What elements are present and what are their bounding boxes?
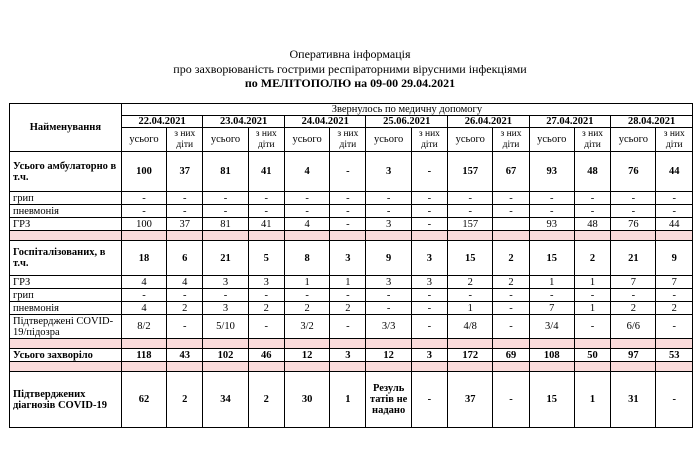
separator-cell — [611, 362, 656, 372]
table-row — [10, 289, 693, 302]
table-cell: 81 — [203, 218, 248, 231]
table-cell: - — [411, 218, 447, 231]
table-cell: 3 — [366, 276, 411, 289]
separator-cell — [411, 231, 447, 241]
report-heading — [0, 0, 700, 91]
row-label: Підтверджених діагнозів COVID-19 — [10, 372, 122, 428]
table-cell: 41 — [248, 218, 284, 231]
separator-cell — [121, 362, 166, 372]
table-cell: - — [366, 192, 411, 205]
separator-cell — [611, 339, 656, 349]
table-cell: - — [611, 192, 656, 205]
table-cell: 1 — [448, 302, 493, 315]
table-cell: 21 — [611, 241, 656, 276]
subheader-children: з них діти — [411, 128, 447, 152]
table-cell: 46 — [248, 349, 284, 362]
table-cell: 93 — [529, 218, 574, 231]
row-label: ГРЗ — [10, 218, 122, 231]
table-cell: - — [167, 315, 203, 339]
table-cell: - — [121, 289, 166, 302]
table-row — [10, 349, 693, 362]
separator-row — [10, 231, 693, 241]
table-cell: 21 — [203, 241, 248, 276]
table-cell: - — [203, 192, 248, 205]
table-cell: 76 — [611, 218, 656, 231]
table-cell: 48 — [574, 152, 610, 192]
table-cell: 1 — [574, 302, 610, 315]
separator-cell — [574, 362, 610, 372]
separator-cell — [529, 339, 574, 349]
table-cell: 43 — [167, 349, 203, 362]
table-cell: - — [330, 192, 366, 205]
subheader-children: з них діти — [656, 128, 693, 152]
separator-cell — [366, 362, 411, 372]
table-cell: - — [493, 289, 529, 302]
table-cell: 4 — [284, 152, 329, 192]
table-cell: - — [411, 192, 447, 205]
table-cell: 53 — [656, 349, 693, 362]
table-cell: - — [121, 205, 166, 218]
table-cell: 48 — [574, 218, 610, 231]
table-cell: 2 — [448, 276, 493, 289]
table-cell: 1 — [529, 276, 574, 289]
table-cell: 3 — [203, 302, 248, 315]
table-cell: 108 — [529, 349, 574, 362]
separator-cell — [656, 339, 693, 349]
table-cell: 2 — [330, 302, 366, 315]
table-cell: - — [656, 192, 693, 205]
table-cell: 3 — [330, 241, 366, 276]
table-cell: - — [411, 205, 447, 218]
table-cell: 2 — [167, 372, 203, 428]
table-cell: - — [574, 289, 610, 302]
table-cell: 3 — [366, 218, 411, 231]
table-cell: 3/2 — [284, 315, 329, 339]
separator-cell — [167, 362, 203, 372]
table-cell: - — [529, 192, 574, 205]
table-cell: 31 — [611, 372, 656, 428]
separator-cell — [574, 231, 610, 241]
table-cell: 100 — [121, 218, 166, 231]
subheader-children: з них діти — [493, 128, 529, 152]
separator-cell — [529, 231, 574, 241]
table-cell: 3/4 — [529, 315, 574, 339]
table-cell: - — [493, 205, 529, 218]
table-cell: 1 — [284, 276, 329, 289]
row-label: грип — [10, 289, 122, 302]
incidence-table — [9, 103, 693, 428]
subheader-children: з них діти — [167, 128, 203, 152]
table-cell: - — [493, 315, 529, 339]
table-cell: - — [656, 205, 693, 218]
separator-cell — [366, 231, 411, 241]
table-cell: - — [448, 205, 493, 218]
separator-row — [10, 339, 693, 349]
separator-cell — [10, 339, 122, 349]
table-cell: 172 — [448, 349, 493, 362]
row-label: грип — [10, 192, 122, 205]
table-cell: - — [248, 192, 284, 205]
separator-cell — [248, 231, 284, 241]
table-cell: - — [167, 205, 203, 218]
table-cell: 41 — [248, 152, 284, 192]
table-cell: - — [330, 289, 366, 302]
table-cell: 12 — [366, 349, 411, 362]
row-label: Усього амбулаторно в т.ч. — [10, 152, 122, 192]
table-cell: 4 — [121, 302, 166, 315]
date-header: 25.06.2021 — [366, 116, 448, 128]
subheader-total: усього — [284, 128, 329, 152]
table-cell: 34 — [203, 372, 248, 428]
separator-cell — [493, 339, 529, 349]
table-cell: - — [574, 192, 610, 205]
table-cell: - — [366, 289, 411, 302]
separator-cell — [330, 231, 366, 241]
table-cell: - — [248, 315, 284, 339]
table-cell: 6 — [167, 241, 203, 276]
separator-cell — [203, 339, 248, 349]
table-cell: 102 — [203, 349, 248, 362]
table-cell: - — [611, 289, 656, 302]
separator-cell — [448, 339, 493, 349]
table-cell: - — [656, 289, 693, 302]
table-cell: 2 — [656, 302, 693, 315]
subheader-total: усього — [529, 128, 574, 152]
table-cell: 9 — [366, 241, 411, 276]
table-cell: 7 — [656, 276, 693, 289]
table-cell: 3 — [203, 276, 248, 289]
table-cell: - — [167, 192, 203, 205]
table-cell: 15 — [529, 372, 574, 428]
table-row — [10, 276, 693, 289]
table-cell: - — [611, 205, 656, 218]
table-cell: - — [656, 372, 693, 428]
table-cell: 2 — [611, 302, 656, 315]
table-cell: 2 — [493, 241, 529, 276]
table-cell: 2 — [493, 276, 529, 289]
table-cell: 4 — [121, 276, 166, 289]
table-cell: 30 — [284, 372, 329, 428]
table-cell: - — [493, 192, 529, 205]
table-cell: 4/8 — [448, 315, 493, 339]
row-label: Госпіталізованих, в т.ч. — [10, 241, 122, 276]
table-cell: 7 — [529, 302, 574, 315]
date-header: 24.04.2021 — [284, 116, 366, 128]
table-cell: - — [448, 289, 493, 302]
separator-cell — [284, 231, 329, 241]
row-label: ГРЗ — [10, 276, 122, 289]
table-cell: 100 — [121, 152, 166, 192]
separator-cell — [411, 339, 447, 349]
date-header: 27.04.2021 — [529, 116, 611, 128]
table-cell: - — [411, 372, 447, 428]
table-cell: 15 — [529, 241, 574, 276]
table-cell: - — [366, 302, 411, 315]
table-cell: - — [656, 315, 693, 339]
separator-cell — [284, 339, 329, 349]
table-cell: 62 — [121, 372, 166, 428]
separator-cell — [529, 362, 574, 372]
table-cell: 2 — [248, 372, 284, 428]
table-cell: - — [411, 315, 447, 339]
separator-cell — [330, 362, 366, 372]
table-cell: 118 — [121, 349, 166, 362]
table-cell: 37 — [448, 372, 493, 428]
table-cell: 4 — [167, 276, 203, 289]
table-cell: Резуль татів не надано — [366, 372, 411, 428]
table-cell: - — [248, 289, 284, 302]
row-label: пневмонія — [10, 302, 122, 315]
table-cell: 2 — [167, 302, 203, 315]
table-cell: - — [366, 205, 411, 218]
table-cell: 12 — [284, 349, 329, 362]
separator-cell — [10, 231, 122, 241]
table-cell: - — [121, 192, 166, 205]
table-cell: 50 — [574, 349, 610, 362]
table-cell: - — [493, 302, 529, 315]
subheader-children: з них діти — [574, 128, 610, 152]
separator-cell — [448, 231, 493, 241]
table-cell — [493, 218, 529, 231]
table-row — [10, 218, 693, 231]
name-column-header: Найменування — [10, 104, 122, 152]
table-cell: - — [284, 192, 329, 205]
table-cell: 18 — [121, 241, 166, 276]
table-cell: - — [330, 152, 366, 192]
separator-cell — [121, 231, 166, 241]
separator-cell — [203, 231, 248, 241]
date-header: 26.04.2021 — [448, 116, 530, 128]
separator-cell — [366, 339, 411, 349]
table-cell: 6/6 — [611, 315, 656, 339]
table-cell: 93 — [529, 152, 574, 192]
table-cell: 3 — [411, 241, 447, 276]
report-subtitle: про захворюваність гострими респіраторними вірусними інфекціями — [173, 61, 527, 76]
table-cell: 81 — [203, 152, 248, 192]
separator-cell — [656, 231, 693, 241]
subheader-total: усього — [366, 128, 411, 152]
row-label: Усього захворіло — [10, 349, 122, 362]
table-cell: 1 — [330, 372, 366, 428]
table-cell: - — [529, 289, 574, 302]
separator-cell — [611, 231, 656, 241]
table-row — [10, 192, 693, 205]
subheader-total: усього — [121, 128, 166, 152]
row-label: Підтверджені COVID-19/підозра — [10, 315, 122, 339]
separator-cell — [448, 362, 493, 372]
separator-cell — [248, 339, 284, 349]
table-cell: 5 — [248, 241, 284, 276]
table-cell: - — [248, 205, 284, 218]
table-cell: 157 — [448, 218, 493, 231]
table-cell: 1 — [330, 276, 366, 289]
table-cell: 3 — [330, 349, 366, 362]
row-label: пневмонія — [10, 205, 122, 218]
table-cell: 1 — [574, 276, 610, 289]
table-cell: - — [448, 192, 493, 205]
table-cell: - — [574, 315, 610, 339]
table-cell: - — [284, 289, 329, 302]
separator-cell — [203, 362, 248, 372]
table-row — [10, 205, 693, 218]
table-cell: 2 — [248, 302, 284, 315]
subheader-children: з них діти — [248, 128, 284, 152]
separator-cell — [493, 362, 529, 372]
report-title: Оперативна інформація — [289, 47, 411, 61]
table-cell: 3 — [248, 276, 284, 289]
group-header: Звернулось по медичну допомогу — [121, 104, 692, 116]
subheader-total: усього — [611, 128, 656, 152]
subheader-total: усього — [448, 128, 493, 152]
table-cell: - — [493, 372, 529, 428]
table-cell: - — [411, 289, 447, 302]
table-cell: - — [529, 205, 574, 218]
separator-cell — [10, 362, 122, 372]
table-cell: - — [203, 289, 248, 302]
table-cell: - — [203, 205, 248, 218]
table-cell: 44 — [656, 152, 693, 192]
table-cell: 67 — [493, 152, 529, 192]
date-header: 28.04.2021 — [611, 116, 693, 128]
table-cell: - — [330, 218, 366, 231]
table-cell: 37 — [167, 218, 203, 231]
table-cell: 97 — [611, 349, 656, 362]
date-header: 23.04.2021 — [203, 116, 285, 128]
table-cell: 3 — [366, 152, 411, 192]
table-cell: 3 — [411, 349, 447, 362]
subheader-total: усього — [203, 128, 248, 152]
table-row — [10, 241, 693, 276]
separator-cell — [167, 231, 203, 241]
table-cell: 69 — [493, 349, 529, 362]
separator-cell — [411, 362, 447, 372]
separator-cell — [493, 231, 529, 241]
table-cell: 3/3 — [366, 315, 411, 339]
table-cell: - — [330, 315, 366, 339]
separator-cell — [248, 362, 284, 372]
table-cell: 2 — [284, 302, 329, 315]
separator-cell — [330, 339, 366, 349]
report-city-date: по МЕЛІТОПОЛЮ на 09-00 29.04.2021 — [244, 76, 456, 90]
table-cell: - — [330, 205, 366, 218]
separator-cell — [574, 339, 610, 349]
table-cell: - — [284, 205, 329, 218]
table-cell: - — [574, 205, 610, 218]
table-cell: - — [411, 152, 447, 192]
separator-cell — [284, 362, 329, 372]
table-cell: 157 — [448, 152, 493, 192]
table-cell: 44 — [656, 218, 693, 231]
table-cell: 7 — [611, 276, 656, 289]
subheader-children: з них діти — [330, 128, 366, 152]
table-cell: 76 — [611, 152, 656, 192]
table-row — [10, 152, 693, 192]
date-header: 22.04.2021 — [121, 116, 203, 128]
table-row — [10, 315, 693, 339]
table-row — [10, 302, 693, 315]
table-cell: 1 — [574, 372, 610, 428]
table-cell: 4 — [284, 218, 329, 231]
table-row — [10, 372, 693, 428]
table-cell: - — [167, 289, 203, 302]
separator-cell — [167, 339, 203, 349]
table-cell: 8/2 — [121, 315, 166, 339]
separator-cell — [121, 339, 166, 349]
table-cell: 3 — [411, 276, 447, 289]
separator-row — [10, 362, 693, 372]
table-cell: 2 — [574, 241, 610, 276]
table-cell: - — [411, 302, 447, 315]
table-cell: 8 — [284, 241, 329, 276]
table-cell: 37 — [167, 152, 203, 192]
table-cell: 5/10 — [203, 315, 248, 339]
table-cell: 9 — [656, 241, 693, 276]
separator-cell — [656, 362, 693, 372]
table-cell: 15 — [448, 241, 493, 276]
